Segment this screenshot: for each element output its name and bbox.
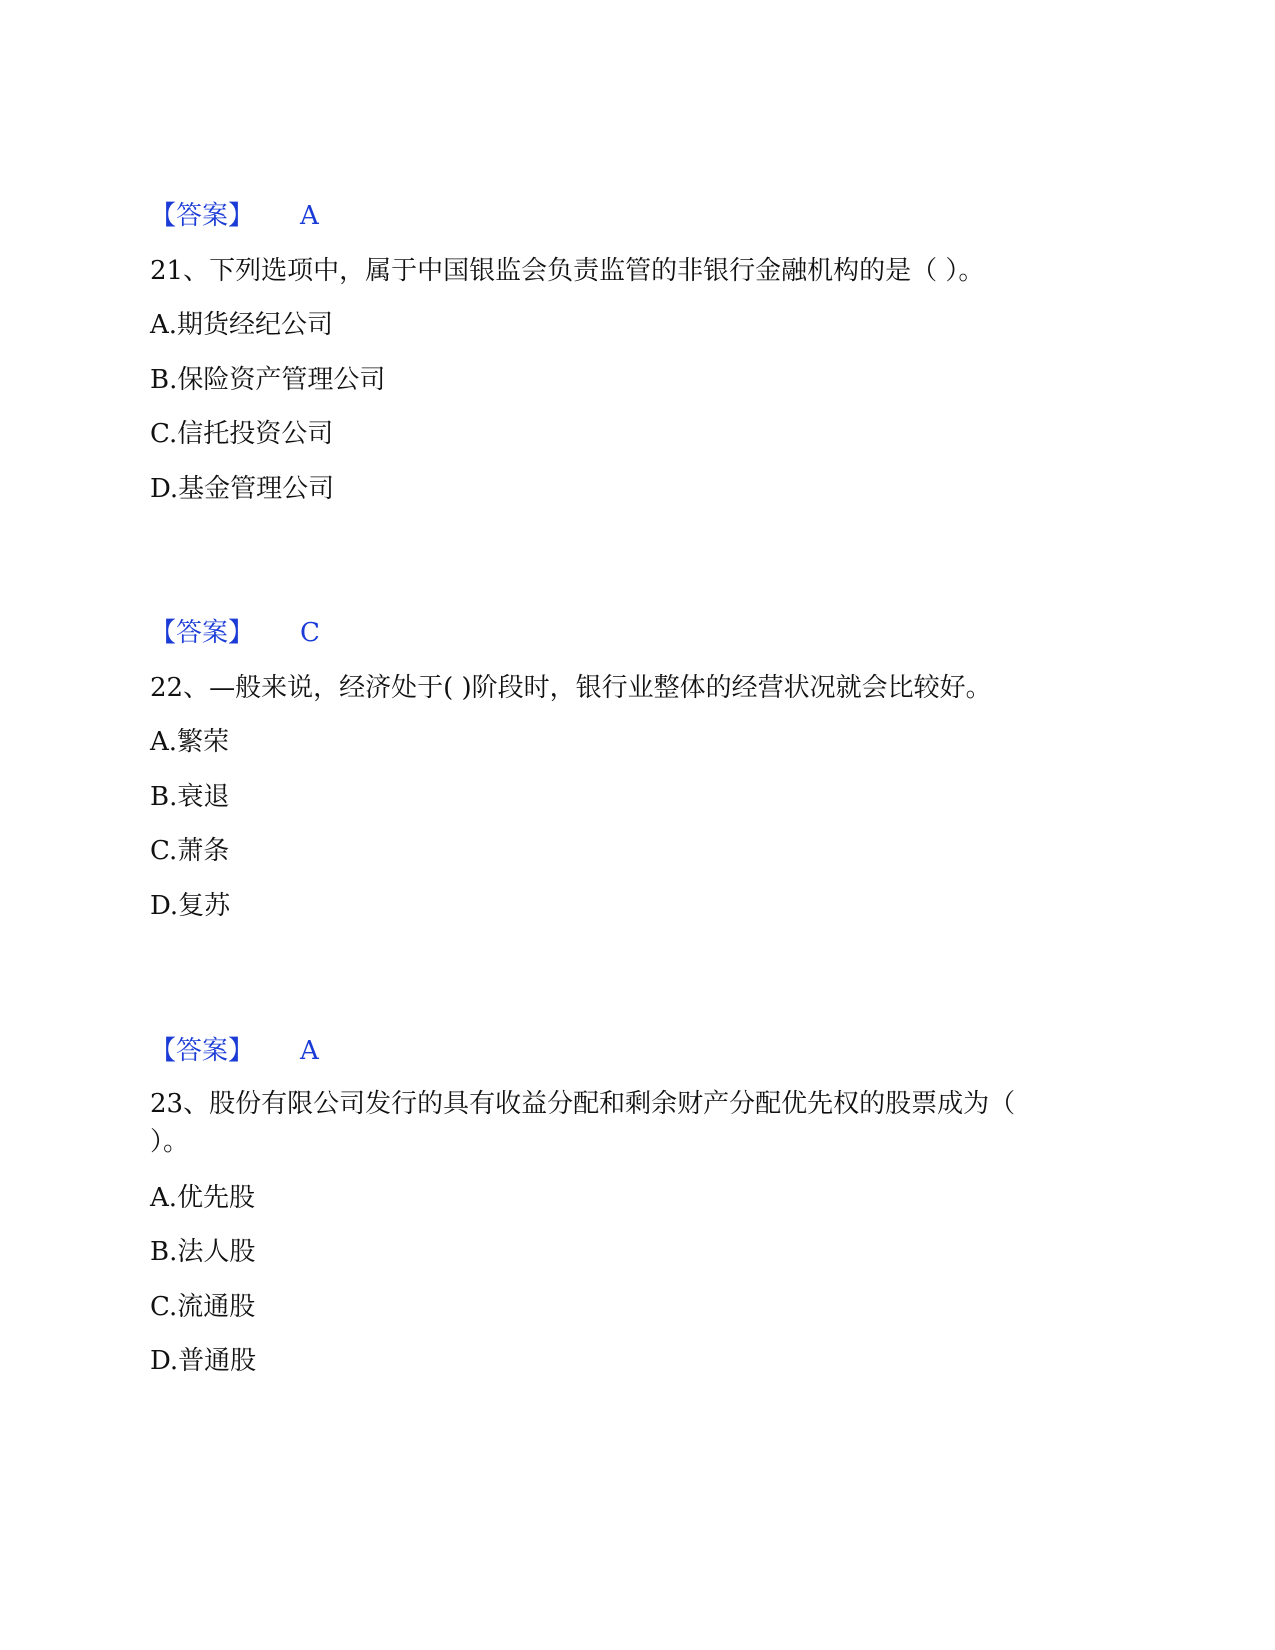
option-c: C.流通股 (150, 1292, 256, 1322)
answer-value: A (300, 1036, 319, 1066)
option-d: D.复苏 (150, 891, 231, 921)
question-stem: 22、—般来说，经济处于( )阶段时，银行业整体的经营状况就会比较好。 (150, 673, 992, 703)
answer-label: 【答案】 (150, 618, 255, 648)
answer-value: A (300, 201, 319, 231)
answer-line (150, 196, 319, 236)
option-a: A.繁荣 (150, 727, 230, 757)
option-c: C.信托投资公司 (150, 419, 334, 449)
answer-value: C (300, 618, 320, 648)
option-b: B.法人股 (150, 1237, 256, 1267)
option-d: D.普通股 (150, 1346, 257, 1376)
option-b: B.保险资产管理公司 (150, 365, 386, 395)
answer-line (150, 1031, 319, 1071)
option-c: C.萧条 (150, 836, 230, 866)
question-stem-continuation: ）。 (150, 1127, 190, 1157)
option-a: A.期货经纪公司 (150, 310, 334, 340)
question-stem: 23、股份有限公司发行的具有收益分配和剩余财产分配优先权的股票成为（ (150, 1089, 1016, 1119)
answer-label: 【答案】 (150, 201, 255, 231)
answer-label: 【答案】 (150, 1036, 255, 1066)
option-d: D.基金管理公司 (150, 474, 335, 504)
option-b: B.衰退 (150, 782, 230, 812)
answer-line (150, 613, 320, 653)
question-stem: 21、下列选项中，属于中国银监会负责监管的非银行金融机构的是（ ）。 (150, 256, 985, 286)
option-a: A.优先股 (150, 1183, 256, 1213)
